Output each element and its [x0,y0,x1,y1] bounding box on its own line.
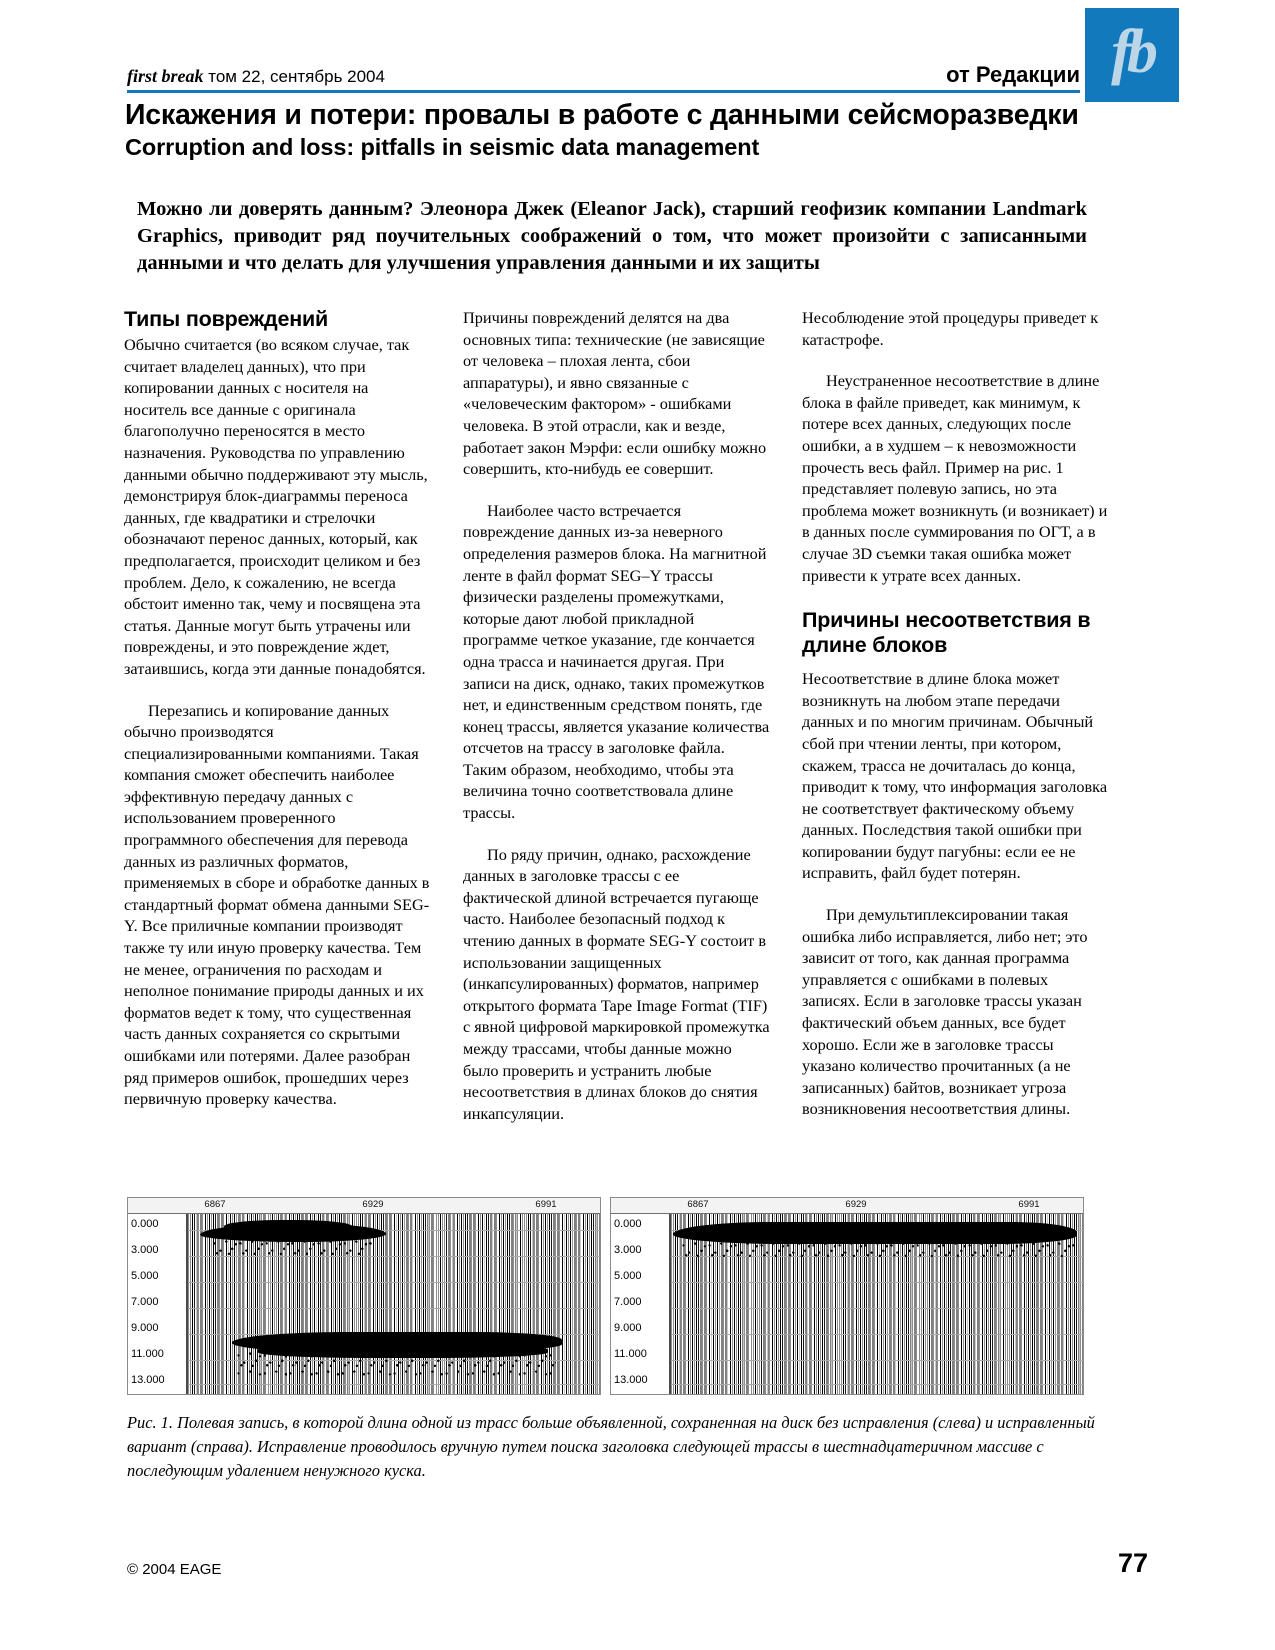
copyright-notice: © 2004 EAGE [127,1561,222,1578]
section-label: от Редакции [946,62,1080,87]
page-title-english: Corruption and loss: pitfalls in seismic data management [125,134,760,160]
section-heading-block-length-causes: Причины несоответствия в длине блоков [802,608,1091,658]
time-gridline [128,1282,600,1283]
corruption-artifact-noise [212,1238,372,1258]
time-tick-label: 3.000 [131,1244,159,1256]
time-tick-label: 0.000 [131,1218,159,1230]
time-gridline [611,1282,1083,1283]
section-heading-damage-types: Типы повреждений [124,307,329,331]
time-axis-right [611,1214,671,1394]
time-gridline [611,1360,1083,1361]
time-tick-label: 3.000 [614,1244,642,1256]
time-tick-label: 0.000 [614,1218,642,1230]
article-body [124,307,1114,1187]
corruption-artifact [224,1220,352,1234]
time-tick-label: 9.000 [614,1322,642,1334]
paragraph: Несоответствие в длине блока может возникнуть на любом этапе передачи данных и по многим причинам. Обычный сбой при чтении ленты, при котором, скажем, трасса не дочиталась до конца, приводит к тому, что информация заголовка не соответствует фактическому объему данных. Последствия такой ошибки при копировании будут пагубны: если ее не исправить, файл будет потерян. [802,669,1108,883]
masthead-journal-line [127,66,385,87]
time-tick-label: 7.000 [614,1296,642,1308]
time-tick-label: 7.000 [131,1296,159,1308]
trace-number-label: 6867 [687,1199,709,1210]
figure-caption: Рис. 1. Полевая запись, в которой длина одной из трасс больше объявленной, сохраненная на диск без исправления (слева) и исправленный вариант (справа). Исправление проводилось вручную путем поиска заголовка следующей трассы в шестнадцатеричном массиве с последующим удалением ненужного куска. [127,1413,1095,1480]
trace-header-bar-left [128,1198,600,1214]
time-gridline [611,1308,1083,1309]
time-gridline [611,1384,1083,1385]
paragraph: При демультиплексировании такая ошибка либо исправляется, либо нет; это зависит от того, как данная программа управляется с ошибками в полевых записях. Если в заголовке трассы указан фактический объем данных, все будет хорошо. Если же в заголовке трассы указано количество прочитанных (а не записанных) байтов, возникает угроза возникновения несоответствия длины. [802,905,1088,1119]
time-tick-label: 11.000 [614,1348,647,1360]
trace-number-label: 6867 [204,1199,226,1210]
trace-number-label: 6991 [535,1199,557,1210]
first-break-logo [1085,8,1179,102]
time-gridline [128,1384,600,1385]
seismic-event-noise [681,1240,1075,1258]
time-axis-left [128,1214,188,1394]
time-tick-label: 11.000 [131,1348,164,1360]
time-tick-label: 9.000 [131,1322,159,1334]
corruption-artifact-noise [236,1350,556,1376]
paragraph: Наиболее часто встречается повреждение данных из-за неверного определения размеров блока. На магнитной ленте в файл формат SEG–Y трассы физически разделены промежутками, которые дают любой прикладной программе четкое указание, где кончается одна трасса и начинается другая. При записи на диск, однако, таких промежутков нет, и единственным средством понять, где конец трассы, является указание количества отсчетов на трассу в заголовке файла. Таким образом, необходимо, чтобы эта величина точно соответствовала длине трассы. [463,500,770,823]
figure-1 [127,1197,1084,1395]
paragraph: Обычно считается (во всяком случае, так считает владелец данных), что при копировании данных с носителя на носитель все данные с оригинала благополучно переносятся в место назначения. Руководства по управлению данными обычно поддерживают эту мысль, демонстрируя блок-диаграммы переноса данных, где квадратики и стрелочки обозначают перенос данных, который, как предполагается, происходит целиком и без проблем. Дело, к сожалению, не всегда обстоит именно так, чему и посвящена эта статья. Данные могут быть утрачены или повреждены, и это повреждение ждет, затаившись, когда эти данные понадобятся. [124,335,428,678]
time-tick-label: 5.000 [131,1270,159,1282]
paragraph: Перезапись и копирование данных обычно производятся специализированными компаниями. Такая компания сможет обеспечить наиболее эффективную передачу данных с использованием проверенного программного обеспечения для перевода данных из различных форматов, применяемых в сборе и обработке данных в стандартный формат обмена данными SEG-Y. Все приличные компании производят также ту или иную проверку качества. Тем не менее, ограничения по расходам и неполное понимание природы данных и их форматов ведет к тому, что существенная часть данных сохраняется со скрытыми ошибками или потерями. Далее разобран ряд примеров ошибок, прошедших через первичную проверку качества. [124,700,430,1109]
paragraph: Причины повреждений делятся на два основных типа: технические (не зависящие от человека – плохая лента, сбои аппаратуры), и явно связанные с «человеческим фактором» - ошибками человека. В этой отрасли, как и везде, работает закон Мэрфи: если ошибку можно совершить, кто-нибудь ее совершит. [463,308,767,479]
paragraph: Неустраненное несоответствие в длине блока в файле приведет, как минимум, к потере всех данных, следующих после ошибки, а в худшем – к невозможности прочесть весь файл. Пример на рис. 1 представляет полевую запись, но эта проблема может возникнуть (и возникает) и в данных после суммирования по ОГТ, а в случае 3D съемки такая ошибка может привести к утрате всех данных. [802,371,1108,585]
column-two [463,307,770,1187]
page-title-russian: Искажения и потери: провалы в работе с данными сейсморазведки [125,99,1079,131]
journal-name: first break [127,66,204,86]
time-tick-label: 5.000 [614,1270,642,1282]
seismic-panel-right [610,1197,1084,1395]
time-gridline [611,1334,1083,1335]
time-gridline [128,1308,600,1309]
trace-number-label: 6991 [1018,1199,1040,1210]
trace-header-bar-right [611,1198,1083,1214]
trace-number-label: 6929 [845,1199,867,1210]
seismic-panel-left [127,1197,601,1395]
page-number: 77 [1117,1548,1148,1578]
time-tick-label: 13.000 [614,1374,648,1386]
column-one [124,307,431,1187]
fb-logo-icon: fb [1111,18,1153,86]
column-three [802,307,1109,1187]
masthead [127,62,1080,88]
standfirst-abstract: Можно ли доверять данным? Элеонора Джек (Eleanor Jack), старший геофизик компании Landmark Graphics, приводит ряд поучительных соображений о том, что может произойти с записанными данными и что делать для улучшения управления данными и их защиты [137,198,1087,274]
issue-info: том 22, сентябрь 2004 [203,67,385,86]
time-tick-label: 13.000 [131,1374,165,1386]
paragraph: По ряду причин, однако, расхождение данных в заголовке трассы с ее фактической длиной встречается пугающе часто. Наиболее безопасный подход к чтению данных в формате SEG-Y состоит в использовании защищенных (инкапсулированных) форматов, например открытого формата Tape Image Format (TIF) с явной цифровой маркировкой промежутка между трассами, чтобы данные можно было проверить и устранить любые несоответствия в длинах блоков до снятия инкапсуляции. [463,844,770,1123]
masthead-rule [127,90,1080,93]
paragraph: Несоблюдение этой процедуры приведет к катастрофе. [802,308,1099,349]
trace-number-label: 6929 [362,1199,384,1210]
